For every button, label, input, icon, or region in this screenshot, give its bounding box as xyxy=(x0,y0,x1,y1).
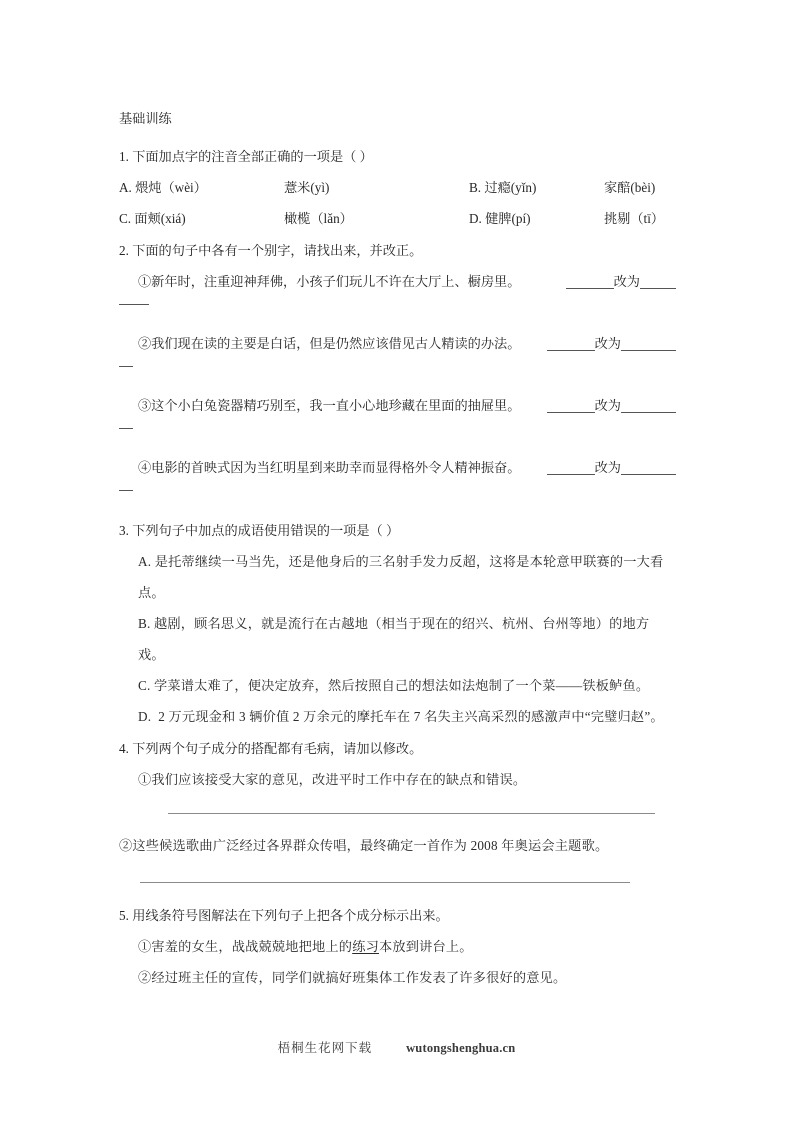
question-2-item-3-text: ③这个小白兔瓷器精巧别至，我一直小心地珍藏在里面的抽屉里。 xyxy=(138,398,521,413)
option-d-word-2: 挑剔（tī） xyxy=(604,211,665,226)
question-2-item-2-text: ②我们现在读的主要是白话，但是仍然应该借见古人精读的办法。 xyxy=(138,336,521,351)
footer-url: wutongshenghua.cn xyxy=(406,1041,516,1055)
question-2-item-4 xyxy=(119,452,676,483)
change-to-label: 改为 xyxy=(594,460,621,475)
question-2-item-1-answer xyxy=(566,266,676,297)
change-to-label: 改为 xyxy=(613,274,640,289)
question-1-options-row-2 xyxy=(119,203,676,234)
question-5-item-1-underlined: 练习 xyxy=(352,939,379,954)
change-to-label: 改为 xyxy=(594,336,621,351)
option-b-word: B. 过瘾(yǐn) xyxy=(469,180,537,195)
question-1-options-row-1 xyxy=(119,172,676,203)
question-5-item-2: ②经过班主任的宣传，同学们就搞好班集体工作发表了许多很好的意见。 xyxy=(138,970,567,985)
option-a-word: A. 煨炖（wèi） xyxy=(119,180,207,195)
answer-blank[interactable] xyxy=(547,350,595,351)
question-2-item-2 xyxy=(119,328,676,359)
question-3-option-d: D. 2 万元现金和 3 辆价值 2 万余元的摩托车在 7 名失主兴高采烈的感激声中“完璧归赵”。 xyxy=(138,709,664,724)
page-title: 基础训练 xyxy=(119,111,172,126)
question-4-prompt: 4. 下列两个句子成分的搭配都有毛病，请加以修改。 xyxy=(119,741,423,756)
question-4-item-2: ②这些候选歌曲广泛经过各界群众传唱，最终确定一首作为 2008 年奥运会主题歌。 xyxy=(119,838,609,853)
question-3-option-c: C. 学菜谱太难了，便决定放弃，然后按照自己的想法如法炮制了一个菜——铁板鲈鱼。 xyxy=(138,678,650,693)
question-3-option-b: B. 越剧，顾名思义，就是流行在古越地（相当于现在的绍兴、杭州、台州等地）的地方戏。 xyxy=(138,616,650,662)
footer-site-name: 梧桐生花网下载 xyxy=(277,1041,373,1055)
spacer xyxy=(119,814,676,830)
question-2-item-2-answer xyxy=(547,328,676,359)
question-3-prompt: 3. 下列句子中加点的成语使用错误的一项是（ ） xyxy=(119,523,400,538)
question-2-item-1-text: ①新年时，注重迎神拜佛，小孩子们玩儿不许在大厅上、橱房里。 xyxy=(138,274,521,289)
question-3-option-a: A. 是托蒂继续一马当先，还是他身后的三名射手发力反超，这将是本轮意甲联赛的一大看点。 xyxy=(138,554,664,600)
answer-blank[interactable] xyxy=(566,288,614,289)
question-2-prompt: 2. 下面的句子中各有一个别字，请找出来，并改正。 xyxy=(119,243,423,258)
question-4-item-1: ①我们应该接受大家的意见，改进平时工作中存在的缺点和错误。 xyxy=(138,772,527,787)
option-d-word: D. 健脾(pí) xyxy=(469,211,531,226)
question-5-item-1 xyxy=(119,931,676,962)
option-b-word-2: 家醅(bèi) xyxy=(604,180,656,195)
answer-blank[interactable] xyxy=(621,474,676,475)
spacer xyxy=(119,883,676,899)
question-2-item-3 xyxy=(119,390,676,421)
answer-blank[interactable] xyxy=(621,350,676,351)
page-footer xyxy=(0,1038,793,1056)
change-to-label: 改为 xyxy=(594,398,621,413)
question-2-item-1 xyxy=(119,266,676,297)
question-2-item-2-answer-overflow[interactable] xyxy=(119,359,676,390)
answer-blank[interactable] xyxy=(547,412,595,413)
answer-blank[interactable] xyxy=(547,474,595,475)
question-5-item-1-pre: ①害羞的女生，战战兢兢地把地上的 xyxy=(138,939,353,954)
option-c-word-2: 橄榄（lǎn） xyxy=(284,211,353,226)
question-5-item-1-post: 本放到讲台上。 xyxy=(378,939,473,954)
answer-blank[interactable] xyxy=(621,412,676,413)
option-c-word: C. 面颊(xiá) xyxy=(119,211,186,226)
question-2-item-1-answer-overflow[interactable] xyxy=(119,297,676,328)
answer-blank[interactable] xyxy=(640,288,676,289)
question-2-item-4-answer xyxy=(547,452,676,483)
question-2-item-3-answer xyxy=(547,390,676,421)
option-a-word-2: 薏米(yì) xyxy=(284,180,330,195)
document-content xyxy=(119,104,676,993)
question-2-item-4-text: ④电影的首映式因为当红明星到来助幸而显得格外令人精神振奋。 xyxy=(138,460,521,475)
question-1-prompt: 1. 下面加点字的注音全部正确的一项是（ ） xyxy=(119,149,373,164)
question-2-item-3-answer-overflow[interactable] xyxy=(119,421,676,452)
question-5-prompt: 5. 用线条符号图解法在下列句子上把各个成分标示出来。 xyxy=(119,908,449,923)
question-2-item-4-answer-overflow[interactable] xyxy=(119,483,676,514)
